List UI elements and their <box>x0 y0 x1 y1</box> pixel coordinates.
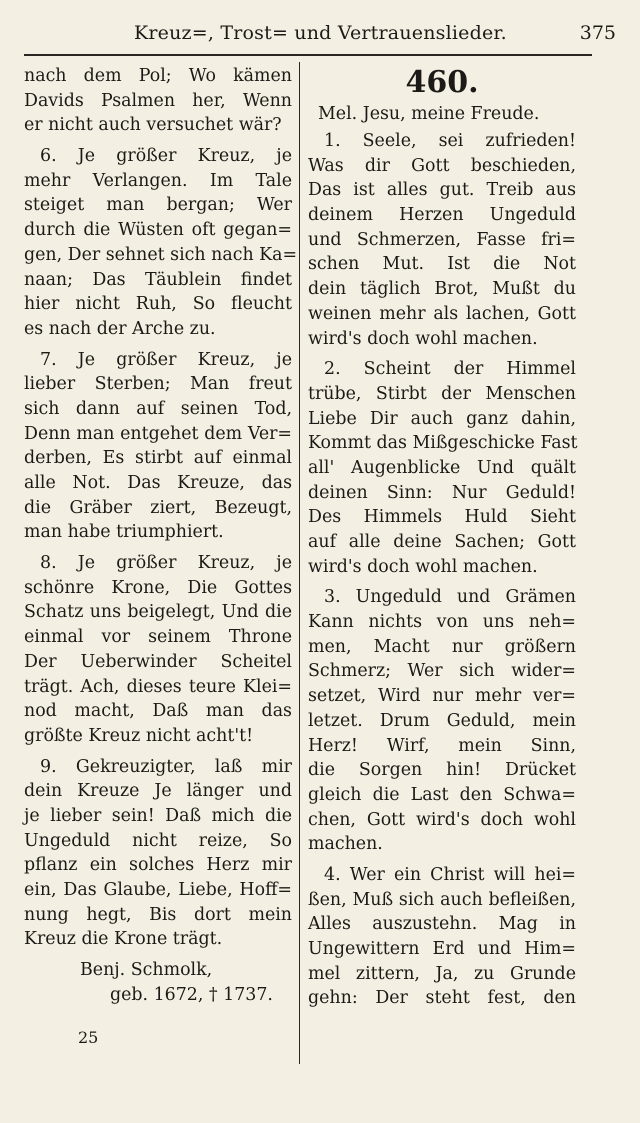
verse-line: dein Kreuze Je länger und <box>24 781 292 802</box>
signature-mark: 25 <box>78 1028 99 1047</box>
verse-line: sich dann auf seinen Tod, <box>24 398 292 419</box>
verse-line: all' Augenblicke Und quält <box>308 457 576 478</box>
verse-line: lieber Sterben; Man freut <box>24 374 292 395</box>
verse-line: nach dem Pol; Wo kämen <box>24 66 292 86</box>
verse-line: er nicht auch versuchet wär? <box>24 115 282 136</box>
verse-line: Davids Psalmen her, Wenn <box>24 90 292 111</box>
verse-line: letzet. Drum Geduld, mein <box>308 710 576 731</box>
verse-line: Das ist alles gut. Treib aus <box>308 180 576 201</box>
verse-line: auf alle deine Sachen; Gott <box>308 532 576 552</box>
verse-line: deinen Sinn: Nur Geduld! <box>308 482 576 503</box>
verse-line: derben, Es stirbt auf einmal <box>24 448 292 469</box>
verse-line: alle Not. Das Kreuze, das <box>24 473 292 493</box>
verse-line: Kann nichts von uns neh= <box>308 612 576 633</box>
verse-line: nod macht, Daß man das <box>24 701 292 722</box>
hymn-number: 460. <box>405 65 479 100</box>
verse-line: steiget man bergan; Wer <box>24 195 292 216</box>
verse-line: wird's doch wohl machen. <box>308 328 538 349</box>
verse-line: Liebe Dir auch ganz dahin, <box>308 408 576 429</box>
verse-line: schönre Krone, Die Gottes <box>24 577 292 598</box>
melody-line: Mel. Jesu, meine Freude. <box>318 104 540 124</box>
verse-line: schen Mut. Ist die Not <box>308 254 576 275</box>
verse-line: 3. Ungeduld und Grämen <box>324 587 576 608</box>
verse-line: Der Ueberwinder Scheitel <box>24 651 292 672</box>
verse-line: Herz! Wirf, mein Sinn, <box>308 735 576 756</box>
page-number: 375 <box>579 22 616 44</box>
verse-line: Kreuz die Krone trägt. <box>24 929 223 950</box>
verse-line: pflanz ein solches Herz mir <box>24 855 292 876</box>
verse-line: es nach der Arche zu. <box>24 318 216 339</box>
verse-line: mehr Verlangen. Im Tale <box>24 170 292 191</box>
verse-line: größte Kreuz nicht acht't! <box>24 725 254 746</box>
verse-line: nung hegt, Bis dort mein <box>24 904 292 925</box>
header-rule <box>24 54 592 56</box>
page-header <box>24 14 616 54</box>
verse-line: dein täglich Brot, Mußt du <box>308 279 576 300</box>
verse-line: Ungeduld nicht reize, So <box>24 830 292 851</box>
running-title: Kreuz=, Trost= und Vertrauenslieder. <box>134 22 507 44</box>
verse-line: setzet, Wird nur mehr ver= <box>308 686 576 707</box>
verse-line: 7. Je größer Kreuz, je <box>40 349 292 370</box>
column-divider <box>299 62 300 1064</box>
author-name: Benj. Schmolk, <box>80 960 213 981</box>
verse-line: einmal vor seinem Throne <box>24 627 292 648</box>
verse-line: ein, Das Glaube, Liebe, Hoff= <box>24 880 292 900</box>
verse-line: wird's doch wohl machen. <box>308 556 538 577</box>
verse-line: durch die Wüsten oft gegan= <box>24 220 292 241</box>
verse-line: machen. <box>308 834 383 855</box>
verse-line: gehn: Der steht fest, den <box>308 988 576 1009</box>
verse-line: chen, Gott wird's doch wohl <box>308 809 576 830</box>
verse-line: Schmerz; Wer sich wider= <box>308 661 576 682</box>
verse-line: und Schmerzen, Fasse fri= <box>308 229 576 250</box>
verse-line: Des Himmels Huld Sieht <box>308 507 576 528</box>
verse-line: Was dir Gott beschieden, <box>308 155 576 176</box>
verse-line: naan; Das Täublein findet <box>24 269 292 290</box>
verse-line: 1. Seele, sei zufrieden! <box>324 131 576 151</box>
verse-line: trübe, Stirbt der Menschen <box>308 383 576 404</box>
author-dates: geb. 1672, † 1737. <box>110 984 273 1005</box>
verse-line: trägt. Ach, dieses teure Klei= <box>24 676 292 697</box>
verse-line: ßen, Muß sich auch befleißen, <box>308 889 576 910</box>
verse-line: man habe triumphiert. <box>24 522 224 543</box>
verse-line: 4. Wer ein Christ will hei= <box>324 864 576 885</box>
verse-line: weinen mehr als lachen, Gott <box>308 303 576 324</box>
verse-line: die Gräber ziert, Bezeugt, <box>24 497 292 518</box>
verse-line: hier nicht Ruh, So fleucht <box>24 294 292 315</box>
verse-line: deinem Herzen Ungeduld <box>308 205 576 226</box>
verse-line: die Sorgen hin! Drücket <box>308 760 576 781</box>
verse-line: mel zittern, Ja, zu Grunde <box>308 963 576 984</box>
verse-line: men, Macht nur größern <box>308 636 576 657</box>
verse-line: Denn man entgehet dem Ver= <box>24 423 292 444</box>
verse-line: gen, Der sehnet sich nach Ka= <box>24 244 298 265</box>
verse-line: 6. Je größer Kreuz, je <box>40 146 292 167</box>
verse-line: je lieber sein! Daß mich die <box>24 805 292 826</box>
verse-line: Schatz uns beigelegt, Und die <box>24 602 292 623</box>
verse-line: Alles auszustehn. Mag in <box>308 914 576 935</box>
verse-line: gleich die Last den Schwa= <box>308 784 576 805</box>
verse-line: Kommt das Mißgeschicke Fast <box>308 433 578 454</box>
verse-line: 2. Scheint der Himmel <box>324 359 576 380</box>
right-column <box>308 64 576 1011</box>
verse-line: 8. Je größer Kreuz, je <box>40 553 292 574</box>
verse-line: Ungewittern Erd und Him= <box>308 939 576 959</box>
verse-line: 9. Gekreuzigter, laß mir <box>40 756 292 777</box>
left-column <box>24 64 298 1007</box>
